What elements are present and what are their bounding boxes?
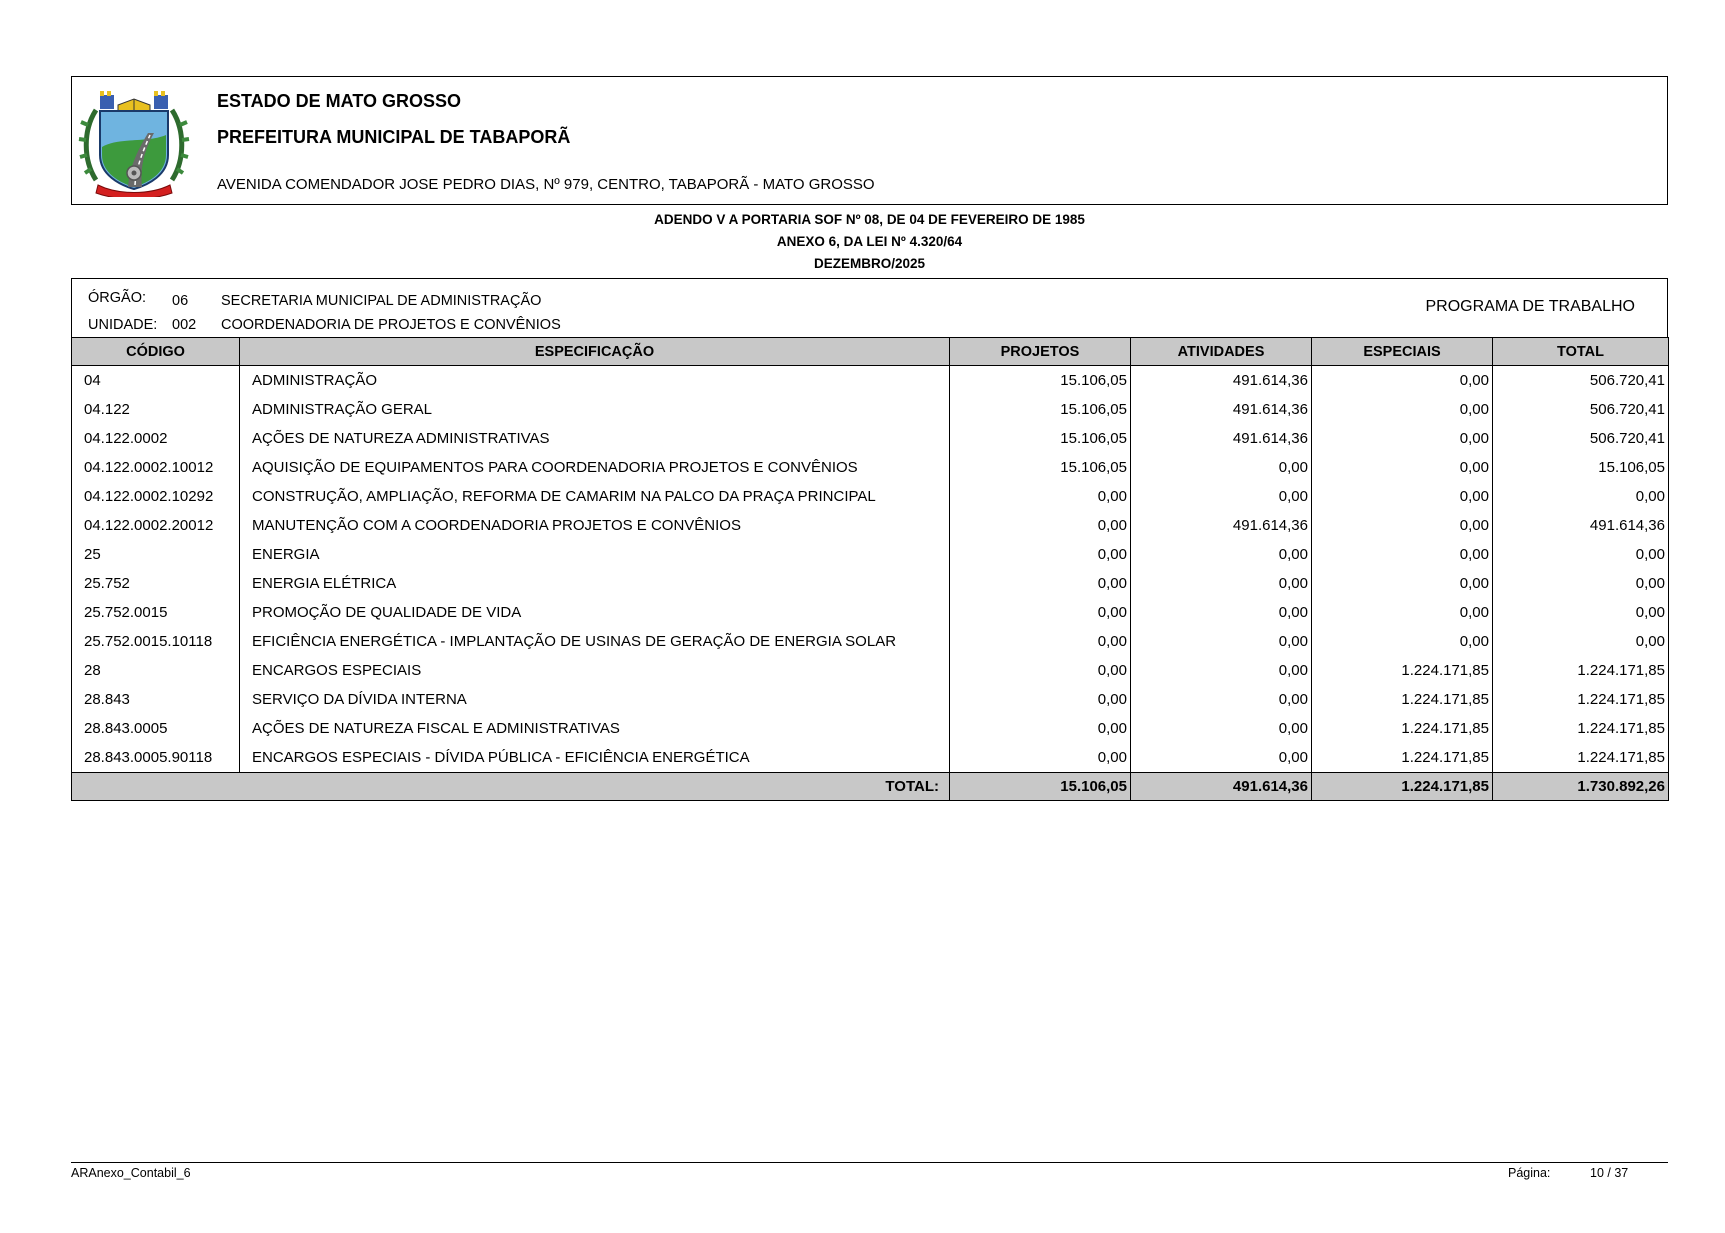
cell-codigo: 28.843.0005 [72,714,240,743]
cell-especificacao: AÇÕES DE NATUREZA ADMINISTRATIVAS [240,424,950,453]
cell-atividades: 491.614,36 [1131,366,1312,396]
cell-especiais: 1.224.171,85 [1312,714,1493,743]
prefecture-name: PREFEITURA MUNICIPAL DE TABAPORÃ [217,127,571,147]
title-line-3: DEZEMBRO/2025 [813,256,926,271]
cell-especiais: 0,00 [1312,482,1493,511]
cell-especiais: 0,00 [1312,569,1493,598]
table-row [72,598,1669,627]
cell-especiais: 1.224.171,85 [1312,743,1493,773]
cell-total: 1.224.171,85 [1493,685,1669,714]
table-row [72,743,1669,773]
cell-total: 0,00 [1493,540,1669,569]
table-row [72,366,1669,396]
cell-total: 0,00 [1493,627,1669,656]
unidade-name: COORDENADORIA DE PROJETOS E CONVÊNIOS [221,317,561,333]
cell-especificacao: ADMINISTRAÇÃO GERAL [240,395,950,424]
table-header-row [72,338,1669,366]
table-row [72,627,1669,656]
cell-especificacao: AÇÕES DE NATUREZA FISCAL E ADMINISTRATIVAS [240,714,950,743]
program-label: PROGRAMA DE TRABALHO [1425,298,1635,315]
table-row [72,714,1669,743]
cell-atividades: 0,00 [1131,540,1312,569]
cell-especiais: 0,00 [1312,453,1493,482]
report-name: ARAnexo_Contabil_6 [71,1166,191,1180]
table-row [72,395,1669,424]
cell-especiais: 0,00 [1312,424,1493,453]
address: AVENIDA COMENDADOR JOSE PEDRO DIAS, Nº 979, CENTRO, TABAPORÃ - MATO GROSSO [217,176,875,193]
budget-table [71,337,1669,801]
cell-especificacao: ENCARGOS ESPECIAIS - DÍVIDA PÚBLICA - EFICIÊNCIA ENERGÉTICA [240,743,950,773]
cell-total: 15.106,05 [1493,453,1669,482]
table-row [72,482,1669,511]
cell-codigo: 28 [72,656,240,685]
total-row [72,773,1669,801]
cell-projetos: 15.106,05 [950,366,1131,396]
footer-divider [71,1162,1668,1163]
cell-especificacao: CONSTRUÇÃO, AMPLIAÇÃO, REFORMA DE CAMARIM NA PALCO DA PRAÇA PRINCIPAL [240,482,950,511]
cell-projetos: 0,00 [950,540,1131,569]
header-codigo: CÓDIGO [72,338,240,366]
cell-total: 491.614,36 [1493,511,1669,540]
cell-codigo: 25.752.0015 [72,598,240,627]
total-total: 1.730.892,26 [1493,773,1669,801]
cell-especificacao: ADMINISTRAÇÃO [240,366,950,396]
cell-especificacao: EFICIÊNCIA ENERGÉTICA - IMPLANTAÇÃO DE USINAS DE GERAÇÃO DE ENERGIA SOLAR [240,627,950,656]
cell-codigo: 25 [72,540,240,569]
cell-total: 1.224.171,85 [1493,714,1669,743]
cell-projetos: 15.106,05 [950,453,1131,482]
cell-especiais: 0,00 [1312,540,1493,569]
cell-total: 506.720,41 [1493,395,1669,424]
cell-especificacao: MANUTENÇÃO COM A COORDENADORIA PROJETOS E CONVÊNIOS [240,511,950,540]
unidade-code: 002 [172,317,197,333]
cell-atividades: 491.614,36 [1131,511,1312,540]
header-box [71,76,1668,205]
cell-codigo: 04.122 [72,395,240,424]
cell-total: 1.224.171,85 [1493,743,1669,773]
cell-especificacao: AQUISIÇÃO DE EQUIPAMENTOS PARA COORDENADORIA PROJETOS E CONVÊNIOS [240,453,950,482]
cell-projetos: 0,00 [950,569,1131,598]
cell-especiais: 1.224.171,85 [1312,685,1493,714]
header-total: TOTAL [1493,338,1669,366]
cell-especificacao: ENERGIA ELÉTRICA [240,569,950,598]
orgao-code: 06 [172,293,189,309]
page-label: Página: [1508,1166,1551,1180]
table-row [72,511,1669,540]
cell-total: 0,00 [1493,569,1669,598]
cell-projetos: 0,00 [950,656,1131,685]
cell-projetos: 0,00 [950,627,1131,656]
page-number: 10 / 37 [1590,1166,1629,1180]
cell-especificacao: SERVIÇO DA DÍVIDA INTERNA [240,685,950,714]
cell-atividades: 0,00 [1131,714,1312,743]
header-especiais: ESPECIAIS [1312,338,1493,366]
cell-especiais: 0,00 [1312,395,1493,424]
cell-projetos: 15.106,05 [950,395,1131,424]
cell-especificacao: ENERGIA [240,540,950,569]
coat-of-arms-logo [78,85,190,197]
total-especiais: 1.224.171,85 [1312,773,1493,801]
cell-atividades: 0,00 [1131,482,1312,511]
state-name: ESTADO DE MATO GROSSO [217,91,462,111]
cell-atividades: 0,00 [1131,453,1312,482]
header-atividades: ATIVIDADES [1131,338,1312,366]
cell-atividades: 0,00 [1131,685,1312,714]
cell-projetos: 15.106,05 [950,424,1131,453]
cell-projetos: 0,00 [950,714,1131,743]
org-info-box [71,278,1668,337]
cell-codigo: 25.752.0015.10118 [72,627,240,656]
cell-projetos: 0,00 [950,598,1131,627]
table-body [72,366,1669,773]
header-projetos: PROJETOS [950,338,1131,366]
cell-especificacao: PROMOÇÃO DE QUALIDADE DE VIDA [240,598,950,627]
cell-total: 506.720,41 [1493,424,1669,453]
cell-atividades: 0,00 [1131,569,1312,598]
cell-atividades: 0,00 [1131,598,1312,627]
cell-codigo: 04.122.0002.20012 [72,511,240,540]
cell-especificacao: ENCARGOS ESPECIAIS [240,656,950,685]
unidade-label: UNIDADE: [88,317,158,333]
table-row [72,685,1669,714]
total-atividades: 491.614,36 [1131,773,1312,801]
cell-atividades: 491.614,36 [1131,395,1312,424]
cell-total: 0,00 [1493,482,1669,511]
cell-atividades: 0,00 [1131,743,1312,773]
cell-codigo: 28.843 [72,685,240,714]
cell-codigo: 28.843.0005.90118 [72,743,240,773]
header-especificacao: ESPECIFICAÇÃO [240,338,950,366]
table-row [72,424,1669,453]
cell-codigo: 04.122.0002.10292 [72,482,240,511]
orgao-name: SECRETARIA MUNICIPAL DE ADMINISTRAÇÃO [221,293,542,309]
cell-atividades: 491.614,36 [1131,424,1312,453]
report-titles [71,209,1668,275]
orgao-label: ÓRGÃO: [88,290,147,306]
table-row [72,453,1669,482]
table-row [72,569,1669,598]
table-row [72,540,1669,569]
cell-atividades: 0,00 [1131,656,1312,685]
cell-codigo: 04.122.0002.10012 [72,453,240,482]
cell-total: 0,00 [1493,598,1669,627]
cell-especiais: 0,00 [1312,627,1493,656]
total-projetos: 15.106,05 [950,773,1131,801]
cell-projetos: 0,00 [950,743,1131,773]
cell-atividades: 0,00 [1131,627,1312,656]
cell-codigo: 04.122.0002 [72,424,240,453]
cell-projetos: 0,00 [950,482,1131,511]
title-line-2: ANEXO 6, DA LEI Nº 4.320/64 [776,234,963,249]
cell-especiais: 0,00 [1312,511,1493,540]
title-line-1: ADENDO V A PORTARIA SOF Nº 08, DE 04 DE FEVEREIRO DE 1985 [654,212,1085,227]
cell-projetos: 0,00 [950,685,1131,714]
cell-especiais: 0,00 [1312,598,1493,627]
cell-codigo: 25.752 [72,569,240,598]
cell-total: 1.224.171,85 [1493,656,1669,685]
total-label: TOTAL: [72,773,950,801]
cell-total: 506.720,41 [1493,366,1669,396]
cell-projetos: 0,00 [950,511,1131,540]
cell-especiais: 0,00 [1312,366,1493,396]
cell-especiais: 1.224.171,85 [1312,656,1493,685]
table-row [72,656,1669,685]
cell-codigo: 04 [72,366,240,396]
